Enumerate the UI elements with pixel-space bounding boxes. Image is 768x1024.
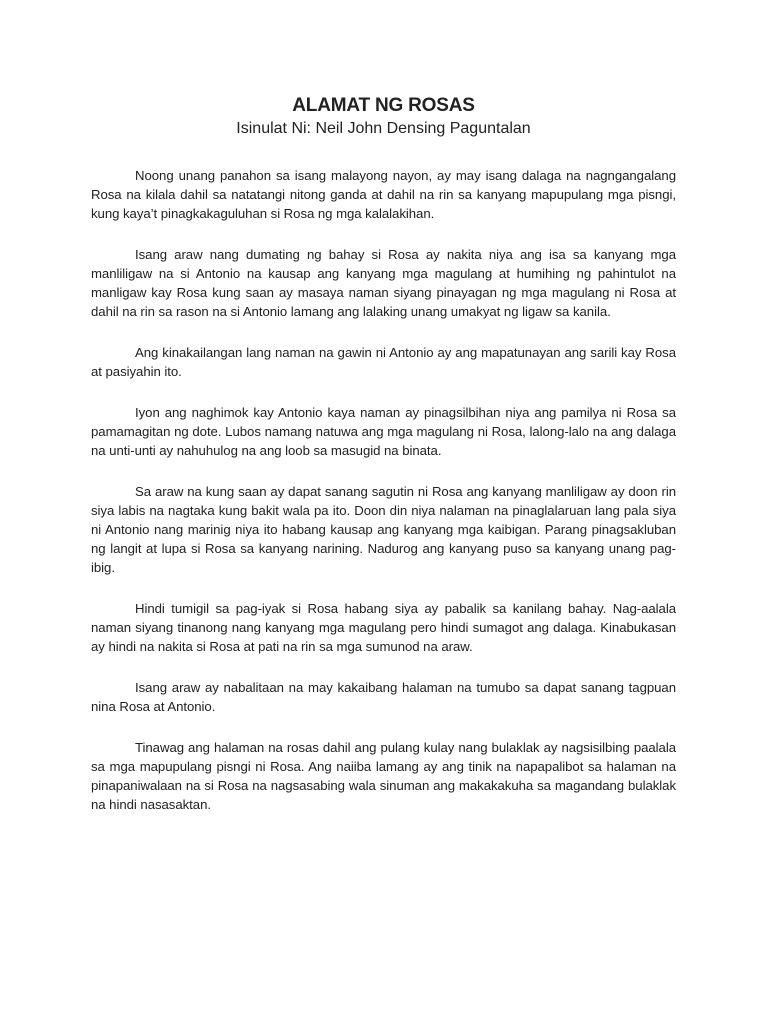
document-title: ALAMAT NG ROSAS [292, 95, 475, 116]
document-body [91, 166, 676, 814]
paragraph: Noong unang panahon sa isang malayong nayon, ay may isang dalaga na nagngangalang Rosa na kilala dahil sa natatangi nitong ganda at dahil na rin sa kanyang mapupulang mga pisngi, kung kaya’t pinagkakaguluhan si Rosa ng mga kalalakihan. [91, 168, 676, 221]
document-author: Isinulat Ni: Neil John Densing Paguntalan [236, 120, 531, 137]
paragraph: Hindi tumigil sa pag-iyak si Rosa habang siya ay pabalik sa kanilang bahay. Nag-aalala naman siyang tinanong nang kanyang mga magulang pero hindi sumagot ang dalaga. Kinabukasan ay hindi na nakita si Rosa at pati na rin sa mga sumunod na araw. [91, 601, 676, 654]
paragraph: Ang kinakailangan lang naman na gawin ni Antonio ay ang mapatunayan ang sarili kay Rosa at pasiyahin ito. [91, 345, 676, 379]
paragraph: Iyon ang naghimok kay Antonio kaya naman ay pinagsilbihan niya ang pamilya ni Rosa sa pamamagitan ng dote. Lubos namang natuwa ang mga magulang ni Rosa, lalong-lalo na ang dalaga na unti-unti ay nahuhulog na ang loob sa masugid na binata. [91, 405, 676, 458]
paragraph: Isang araw ay nabalitaan na may kakaibang halaman na tumubo sa dapat sanang tagpuan nina Rosa at Antonio. [91, 680, 676, 714]
paragraph: Sa araw na kung saan ay dapat sanang sagutin ni Rosa ang kanyang manliligaw ay doon rin siya labis na nagtaka kung bakit wala pa ito. Doon din niya nalaman na pinaglalaruan lang pala siya ni Antonio nang marinig niya ito habang kausap ang kanyang mga kaibigan. Parang pinagsakluban ng langit at lupa si Rosa sa kanyang narining. Nadurog ang kanyang puso sa kanyang unang pag-ibig. [91, 484, 676, 575]
paragraph: Isang araw nang dumating ng bahay si Rosa ay nakita niya ang isa sa kanyang mga manliligaw na si Antonio na kausap ang kanyang mga magulang at humihing ng pahintulot na manligaw kay Rosa kung saan ay masaya naman siyang pinayagan ng mga magulang ni Rosa at dahil na rin sa rason na si Antonio lamang ang lalaking unang umakyat ng ligaw sa kanila. [91, 247, 676, 319]
paragraph: Tinawag ang halaman na rosas dahil ang pulang kulay nang bulaklak ay nagsisilbing paalala sa mga mapupulang pisngi ni Rosa. Ang naiiba lamang ay ang tinik na napapalibot sa halaman na pinapaniwalaan na si Rosa na nagsasabing wala sinuman ang makakakuha sa magandang bulaklak na hindi nasasaktan. [91, 740, 676, 812]
